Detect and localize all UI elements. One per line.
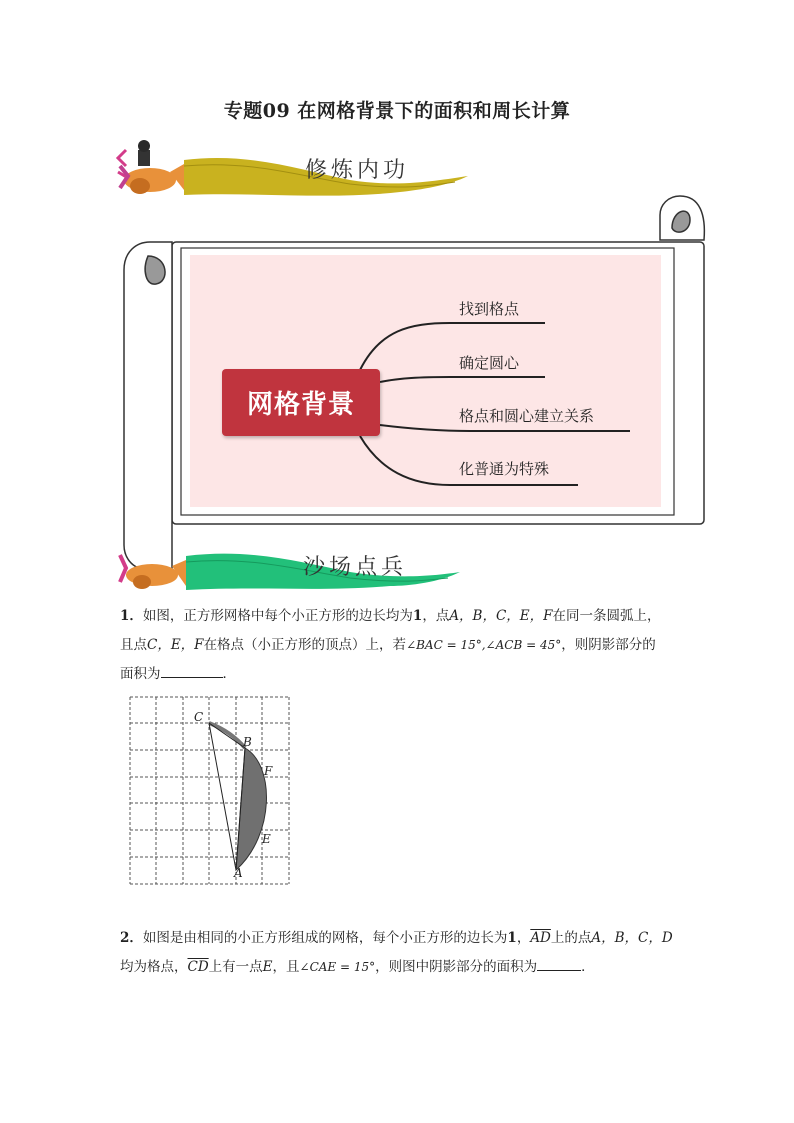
text: 1 xyxy=(507,930,517,946)
text: ． xyxy=(222,666,236,682)
text: 如图，正方形网格中每个小正方形的边长均为 xyxy=(142,608,413,624)
problem-2-line-2 xyxy=(120,953,720,982)
problem-2-line-1 xyxy=(120,924,720,953)
text: 如图是由相同的小正方形组成的网格，每个小正方形的边长为 xyxy=(142,930,508,946)
text: ，则阴影部分的 xyxy=(561,637,656,653)
arc-notation: $\overline{AD}$ xyxy=(530,930,551,946)
math-text: ∠CAE = 15° xyxy=(299,960,376,974)
mindmap-center-node: 网格背景 xyxy=(222,369,380,436)
math-text: ∠BAC = 15°,∠ACB = 45° xyxy=(406,638,562,652)
problem-1-line-1 xyxy=(120,602,720,631)
text: ，且 xyxy=(272,959,300,975)
mindmap-branch-1: 找到格点 xyxy=(459,300,520,318)
text: ，点 xyxy=(422,608,450,624)
problem-1-line-3 xyxy=(120,660,720,689)
math-text: C，E，F xyxy=(147,637,204,653)
text: 在同一条圆弧上， xyxy=(552,608,661,624)
problem-2 xyxy=(120,924,720,982)
text: 在格点（小正方形的顶点）上，若 xyxy=(203,637,407,653)
text: 上的点 xyxy=(550,930,592,946)
problem-number: 2． xyxy=(120,930,143,946)
arc-notation: $\overline{CD}$ xyxy=(187,959,209,975)
problem-1 xyxy=(120,602,720,689)
mindmap-branch-3: 格点和圆心建立关系 xyxy=(459,407,595,425)
math-text: A，B，C，D xyxy=(591,930,673,946)
problem-1-line-2 xyxy=(120,631,720,660)
label-B: B xyxy=(243,735,252,749)
text: ． xyxy=(581,959,595,975)
page-title: 专题09 在网格背景下的面积和周长计算 xyxy=(223,100,571,122)
mindmap-branch-2: 确定圆心 xyxy=(459,354,520,372)
label-A: A xyxy=(234,866,243,880)
math-text: A，B，C，E，F xyxy=(449,608,553,624)
text: 且点 xyxy=(120,637,147,653)
answer-blank[interactable] xyxy=(161,663,223,678)
answer-blank[interactable] xyxy=(537,956,581,971)
text: 均为格点， xyxy=(120,959,188,975)
label-E: E xyxy=(262,832,271,846)
math-text: E xyxy=(262,959,273,975)
text: 上有一点 xyxy=(208,959,263,975)
text: ，则图中阴影部分的面积为 xyxy=(375,959,538,975)
text: ， xyxy=(516,930,531,946)
text: 面积为 xyxy=(120,666,161,682)
mindmap-branch-4: 化普通为特殊 xyxy=(459,460,550,478)
section-banner-1: 修炼内功 xyxy=(305,158,410,183)
problem-number: 1． xyxy=(120,608,143,624)
section-banner-2: 沙场点兵 xyxy=(303,555,408,580)
label-C: C xyxy=(194,710,204,724)
text: 1 xyxy=(412,608,423,624)
label-F: F xyxy=(264,764,273,778)
